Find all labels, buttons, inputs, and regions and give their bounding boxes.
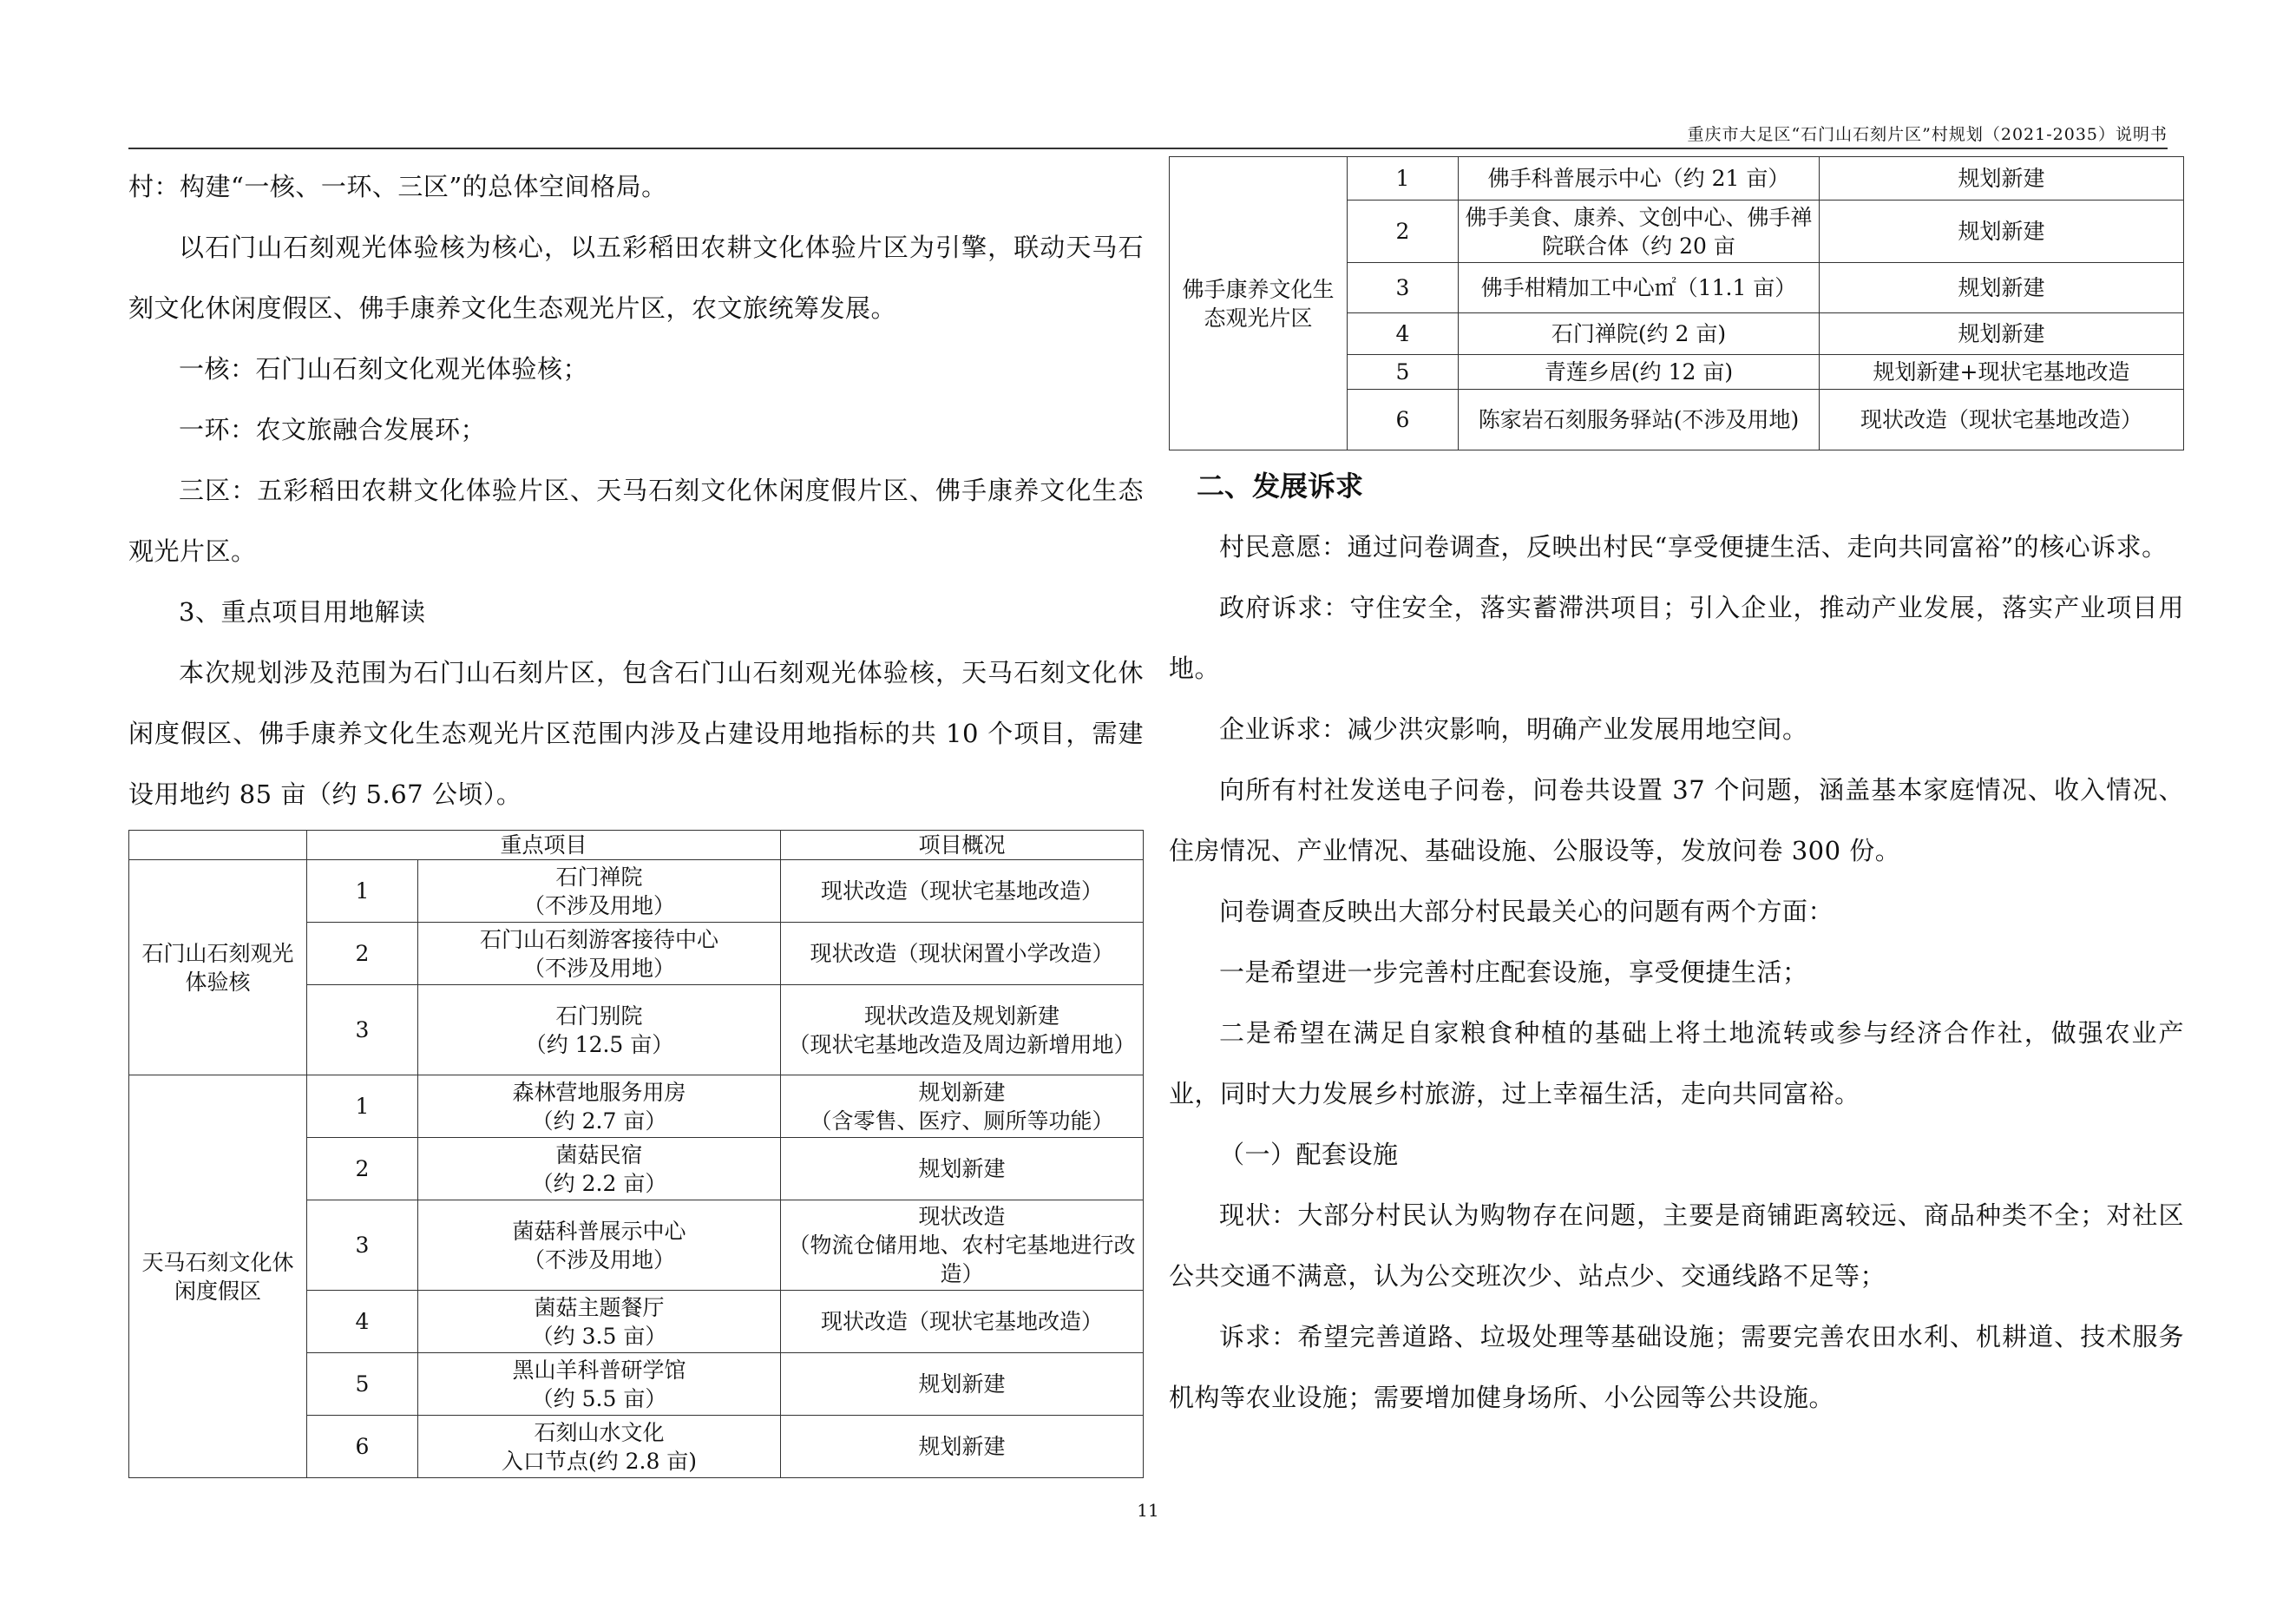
row-number-cell: 4 [1348, 313, 1459, 355]
group-name-cell: 石门山石刻观光体验核 [129, 860, 307, 1075]
paragraph: 村民意愿：通过问卷调查，反映出村民“享受便捷生活、走向共同富裕”的核心诉求。 [1219, 532, 2168, 562]
project-cell: 佛手美食、康养、文创中心、佛手禅院联合体（约 20 亩 [1459, 201, 1820, 263]
project-cell: 佛手科普展示中心（约 21 亩） [1459, 157, 1820, 201]
table-row [129, 860, 1144, 923]
project-cell: 石门别院 （约 12.5 亩） [418, 985, 781, 1075]
overview-cell: 现状改造（现状宅基地改造） [781, 860, 1144, 923]
left-column [128, 156, 1144, 1478]
paragraph: 一核：石门山石刻文化观光体验核； [179, 354, 589, 384]
page-number: 11 [1137, 1500, 1159, 1521]
paragraph: 二是希望在满足自家粮食种植的基础上将土地流转或参与经济合作社，做强农业产业，同时大力发展乡村旅游，过上幸福生活，走向共同富裕。 [1169, 1018, 2184, 1108]
table-row [1170, 157, 2184, 201]
table-header-blank [129, 831, 307, 860]
overview-cell: 规划新建 [1820, 157, 2184, 201]
key-projects-table [128, 830, 1144, 1478]
overview-cell: 规划新建 [1820, 263, 2184, 313]
row-number-cell: 3 [307, 1200, 418, 1291]
header-divider [128, 148, 2168, 149]
project-cell: 石门禅院 （不涉及用地） [418, 860, 781, 923]
paragraph: 现状：大部分村民认为购物存在问题，主要是商铺距离较远、商品种类不全；对社区公共交通不满意，认为公交班次少、站点少、交通线路不足等； [1169, 1200, 2184, 1291]
row-number-cell: 2 [307, 923, 418, 985]
row-number-cell: 4 [307, 1291, 418, 1353]
table-header-row [129, 831, 1144, 860]
row-number-cell: 6 [1348, 390, 1459, 450]
paragraph: 政府诉求：守住安全，落实蓄滞洪项目；引入企业，推动产业发展，落实产业项目用地。 [1169, 593, 2184, 683]
paragraph: 一环：农文旅融合发展环； [179, 415, 487, 444]
paragraph: 以石门山石刻观光体验核为核心，以五彩稻田农耕文化体验片区为引擎，联动天马石刻文化休闲度假区、佛手康养文化生态观光片区，农文旅统筹发展。 [128, 233, 1144, 323]
paragraph: 本次规划涉及范围为石门山石刻片区，包含石门山石刻观光体验核，天马石刻文化休闲度假区、佛手康养文化生态观光片区范围内涉及占建设用地指标的共 10 个项目，需建设用地约 85 亩（约 5.67 公顷）。 [128, 658, 1144, 809]
row-number-cell: 1 [1348, 157, 1459, 201]
row-number-cell: 6 [307, 1416, 418, 1478]
overview-cell: 规划新建+现状宅基地改造 [1820, 355, 2184, 390]
paragraph: 村：构建“一核、一环、三区”的总体空间格局。 [128, 172, 667, 201]
project-cell: 黑山羊科普研学馆 （约 5.5 亩） [418, 1353, 781, 1416]
row-number-cell: 2 [307, 1138, 418, 1200]
overview-cell: 规划新建 [781, 1353, 1144, 1416]
row-number-cell: 3 [1348, 263, 1459, 313]
overview-cell: 规划新建 [1820, 201, 2184, 263]
row-number-cell: 5 [307, 1353, 418, 1416]
row-number-cell: 2 [1348, 201, 1459, 263]
project-cell: 菌菇主题餐厅 （约 3.5 亩） [418, 1291, 781, 1353]
project-cell: 森林营地服务用房 （约 2.7 亩） [418, 1075, 781, 1138]
paragraph: 三区：五彩稻田农耕文化体验片区、天马石刻文化休闲度假片区、佛手康养文化生态观光片区。 [128, 476, 1144, 566]
paragraph: 诉求：希望完善道路、垃圾处理等基础设施；需要完善农田水利、机耕道、技术服务机构等农业设施；需要增加健身场所、小公园等公共设施。 [1169, 1322, 2184, 1412]
paragraph: 一是希望进一步完善村庄配套设施，享受便捷生活； [1219, 957, 1808, 987]
overview-cell: 规划新建 [781, 1416, 1144, 1478]
row-number-cell: 3 [307, 985, 418, 1075]
overview-cell: 现状改造（现状宅基地改造） [781, 1291, 1144, 1353]
table-header-cell: 项目概况 [781, 831, 1144, 860]
row-number-cell: 1 [307, 860, 418, 923]
overview-cell: 现状改造（现状宅基地改造） [1820, 390, 2184, 450]
project-cell: 菌菇民宿 （约 2.2 亩） [418, 1138, 781, 1200]
table-header-cell: 重点项目 [307, 831, 781, 860]
group-name-cell: 天马石刻文化休闲度假区 [129, 1075, 307, 1478]
overview-cell: 规划新建 [1820, 313, 2184, 355]
continued-projects-table [1169, 156, 2184, 450]
paragraph: 企业诉求：减少洪灾影响，明确产业发展用地空间。 [1219, 714, 1808, 744]
project-cell: 石刻山水文化 入口节点(约 2.8 亩) [418, 1416, 781, 1478]
project-cell: 青莲乡居(约 12 亩) [1459, 355, 1820, 390]
project-cell: 陈家岩石刻服务驿站(不涉及用地) [1459, 390, 1820, 450]
overview-cell: 现状改造（现状闲置小学改造） [781, 923, 1144, 985]
overview-cell: 规划新建 （含零售、医疗、厕所等功能） [781, 1075, 1144, 1138]
overview-cell: 规划新建 [781, 1138, 1144, 1200]
section-title: 二、发展诉求 [1197, 470, 1364, 503]
document-header-title: 重庆市大足区“石门山石刻片区”村规划（2021-2035）说明书 [1687, 125, 2168, 144]
project-cell: 石门山石刻游客接待中心 （不涉及用地） [418, 923, 781, 985]
subsection-heading: 3、重点项目用地解读 [179, 597, 426, 627]
right-column [1169, 156, 2184, 1428]
overview-cell: 现状改造及规划新建 （现状宅基地改造及周边新增用地） [781, 985, 1144, 1075]
row-number-cell: 5 [1348, 355, 1459, 390]
paragraph: 向所有村社发送电子问卷，问卷共设置 37 个问题，涵盖基本家庭情况、收入情况、住房情况、产业情况、基础设施、公服设等，发放问卷 300 份。 [1169, 775, 2184, 865]
project-cell: 石门禅院(约 2 亩) [1459, 313, 1820, 355]
table-row [129, 1075, 1144, 1138]
subsection-heading: （一）配套设施 [1219, 1140, 1399, 1169]
paragraph: 问卷调查反映出大部分村民最关心的问题有两个方面： [1219, 897, 1834, 926]
overview-cell: 现状改造 （物流仓储用地、农村宅基地进行改造） [781, 1200, 1144, 1291]
row-number-cell: 1 [307, 1075, 418, 1138]
project-cell: 佛手柑精加工中心㎡（11.1 亩） [1459, 263, 1820, 313]
project-cell: 菌菇科普展示中心 （不涉及用地） [418, 1200, 781, 1291]
group-name-cell: 佛手康养文化生态观光片区 [1170, 157, 1348, 450]
